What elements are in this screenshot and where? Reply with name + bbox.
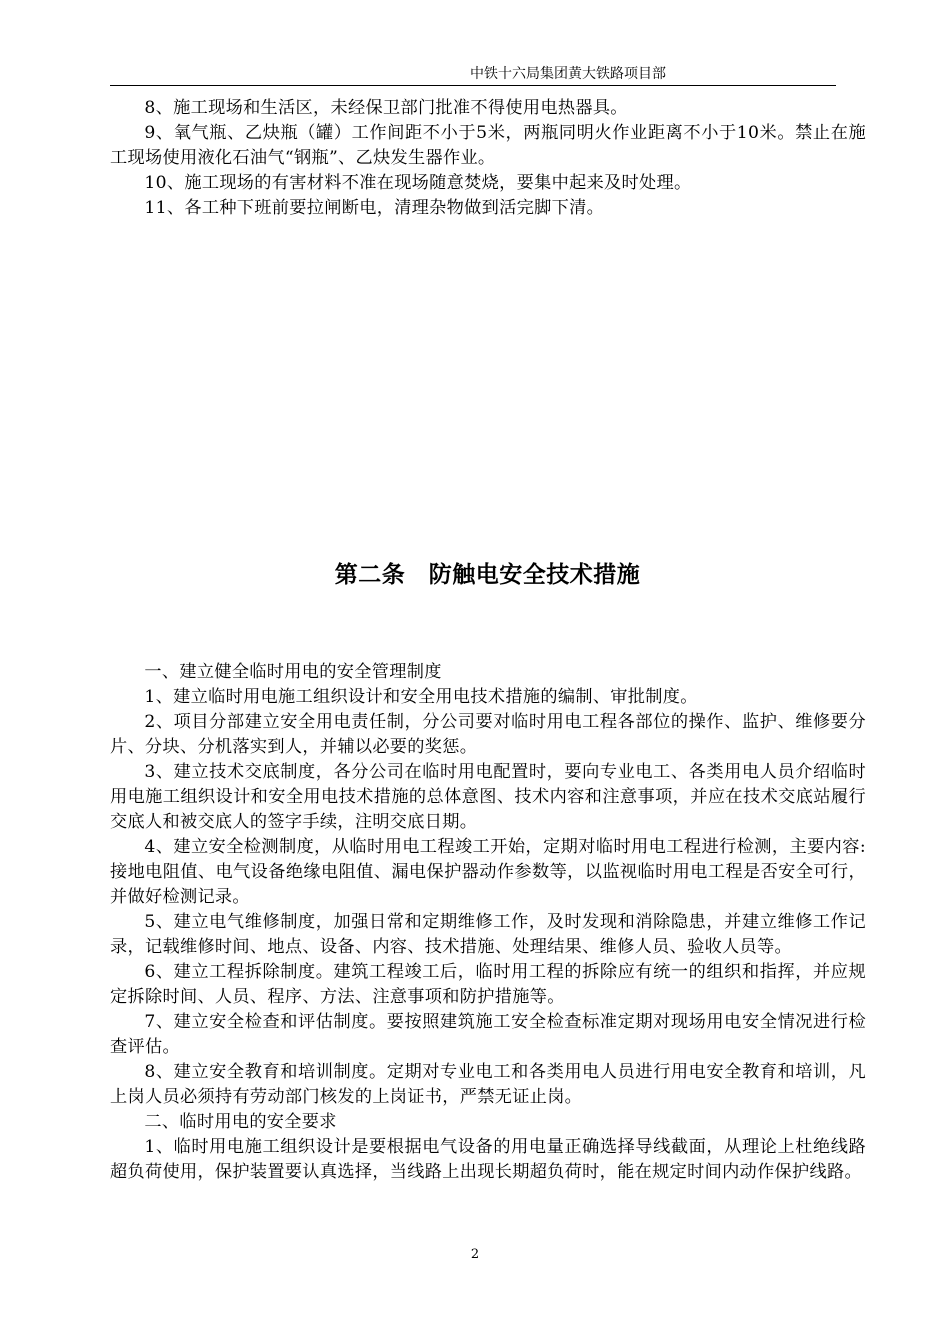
paragraph: 8、建立安全教育和培训制度。定期对专业电工和各类用电人员进行用电安全教育和培训，凡上岗人员必须持有劳动部门核发的上岗证书，严禁无证止岗。 [110,1062,866,1107]
paragraph: 6、建立工程拆除制度。建筑工程竣工后，临时用工程的拆除应有统一的组织和指挥，并应规定拆除时间、人员、程序、方法、注意事项和防护措施等。 [110,962,866,1007]
paragraph: 3、建立技术交底制度，各分公司在临时用电配置时，要向专业电工、各类用电人员介绍临时用电施工组织设计和安全用电技术措施的总体意图、技术内容和注意事项，并应在技术交底站履行交底人和被交底人的签字手续，注明交底日期。 [110,762,866,832]
page-header [110,64,836,86]
paragraph: 11、各工种下班前要拉闸断电，清理杂物做到活完脚下清。 [144,198,605,218]
paragraph: 7、建立安全检查和评估制度。要按照建筑施工安全检查标准定期对现场用电安全情况进行检查评估。 [110,1012,866,1057]
subheading: 二、临时用电的安全要求 [144,1112,337,1132]
subheading: 一、建立健全临时用电的安全管理制度 [144,662,442,682]
paragraph: 5、建立电气维修制度，加强日常和定期维修工作，及时发现和消除隐患，并建立维修工作记录，记载维修时间、地点、设备、内容、技术措施、处理结果、维修人员、验收人员等。 [110,912,866,957]
paragraph: 1、建立临时用电施工组织设计和安全用电技术措施的编制、审批制度。 [144,687,698,707]
header-title: 中铁十六局集团黄大铁路项目部 [470,66,666,82]
paragraph: 4、建立安全检测制度，从临时用电工程竣工开始，定期对临时用电工程进行检测，主要内容:接地电阻值、电气设备绝缘电阻值、漏电保护器动作参数等，以监视临时用电工程是否安全可行，并做好检测记录。 [110,837,866,907]
section-title: 第二条 防触电安全技术措施 [334,562,641,588]
paragraph: 1、临时用电施工组织设计是要根据电气设备的用电量正确选择导线截面，从理论上杜绝线路超负荷使用，保护装置要认真选择，当线路上出现长期超负荷时，能在规定时间内动作保护线路。 [110,1137,866,1182]
page-number: 2 [470,1247,480,1262]
paragraph: 8、施工现场和生活区，未经保卫部门批准不得使用电热器具。 [144,98,628,118]
paragraph: 2、项目分部建立安全用电责任制，分公司要对临时用电工程各部位的操作、监护、维修要分片、分块、分机落实到人，并辅以必要的奖惩。 [110,712,866,757]
continued-rules-section [110,96,866,221]
electric-safety-section [110,660,866,1185]
paragraph: 10、施工现场的有害材料不准在现场随意焚烧，要集中起来及时处理。 [144,173,692,193]
paragraph: 9、氧气瓶、乙炔瓶（罐）工作间距不小于5米，两瓶同明火作业距离不小于10米。禁止在施工现场使用液化石油气“钢瓶”、乙炔发生器作业。 [110,123,866,168]
